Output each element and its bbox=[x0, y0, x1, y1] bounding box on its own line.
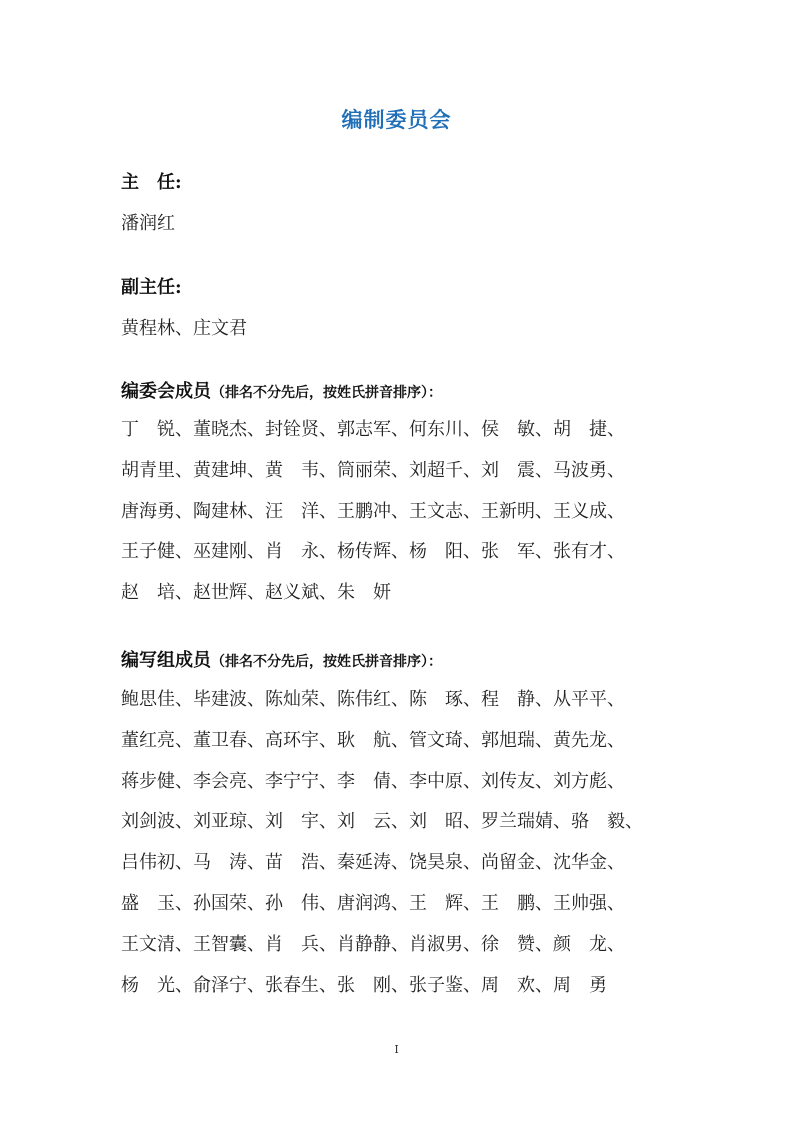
committee-list bbox=[121, 418, 681, 622]
committee-row: 王子健、巫建刚、肖 永、杨传辉、杨 阳、张 军、张有才、 bbox=[121, 541, 625, 563]
committee-row: 胡青里、黄建坤、黄 韦、筒丽荣、刘超千、刘 震、马波勇、 bbox=[121, 459, 625, 481]
deputy-names: 黄程林、庄文君 bbox=[121, 318, 247, 339]
deputy-heading: 副主任: bbox=[121, 277, 182, 298]
writers-row: 蒋步健、李会亮、李宁宁、李 倩、李中原、刘传友、刘方彪、 bbox=[121, 770, 625, 792]
page-number: I bbox=[394, 1043, 399, 1056]
committee-heading bbox=[121, 377, 442, 403]
writers-row: 吕伟初、马 涛、苗 浩、秦延涛、饶昊泉、尚留金、沈华金、 bbox=[121, 852, 625, 874]
writers-row: 鲍思佳、毕建波、陈灿荣、陈伟红、陈 琢、程 静、从平平、 bbox=[121, 689, 625, 710]
director-heading: 主 任: bbox=[121, 172, 182, 193]
director-names: 潘润红 bbox=[121, 213, 175, 234]
committee-heading-label: 编委会成员 bbox=[121, 381, 211, 402]
writers-row: 盛 玉、孙国荣、孙 伟、唐润鸿、王 辉、王 鹏、王帅强、 bbox=[121, 892, 625, 914]
writers-list bbox=[121, 688, 681, 1014]
writers-heading bbox=[121, 646, 442, 672]
writers-row: 董红亮、董卫春、高环宇、耿 航、管文琦、郭旭瑞、黄先龙、 bbox=[121, 729, 625, 751]
committee-row: 丁 锐、董晓杰、封铨贤、郭志军、何东川、侯 敏、胡 捷、 bbox=[121, 419, 625, 440]
page-title: 编制委员会 bbox=[341, 107, 452, 132]
committee-row: 赵 培、赵世辉、赵义斌、朱 妍 bbox=[121, 582, 391, 604]
writers-heading-label: 编写组成员 bbox=[121, 650, 211, 671]
writers-row: 王文清、王智囊、肖 兵、肖静静、肖淑男、徐 赞、颜 龙、 bbox=[121, 933, 625, 955]
committee-heading-note: （排名不分先后，按姓氏拼音排序）： bbox=[211, 385, 442, 401]
writers-row: 刘剑波、刘亚琼、刘 宇、刘 云、刘 昭、罗兰瑞婧、骆 毅、 bbox=[121, 811, 643, 833]
writers-row: 杨 光、俞泽宁、张春生、张 刚、张子鉴、周 欢、周 勇 bbox=[121, 974, 607, 996]
writers-heading-note: （排名不分先后，按姓氏拼音排序）： bbox=[211, 654, 442, 670]
committee-row: 唐海勇、陶建林、汪 洋、王鹏冲、王文志、王新明、王义成、 bbox=[121, 500, 625, 522]
